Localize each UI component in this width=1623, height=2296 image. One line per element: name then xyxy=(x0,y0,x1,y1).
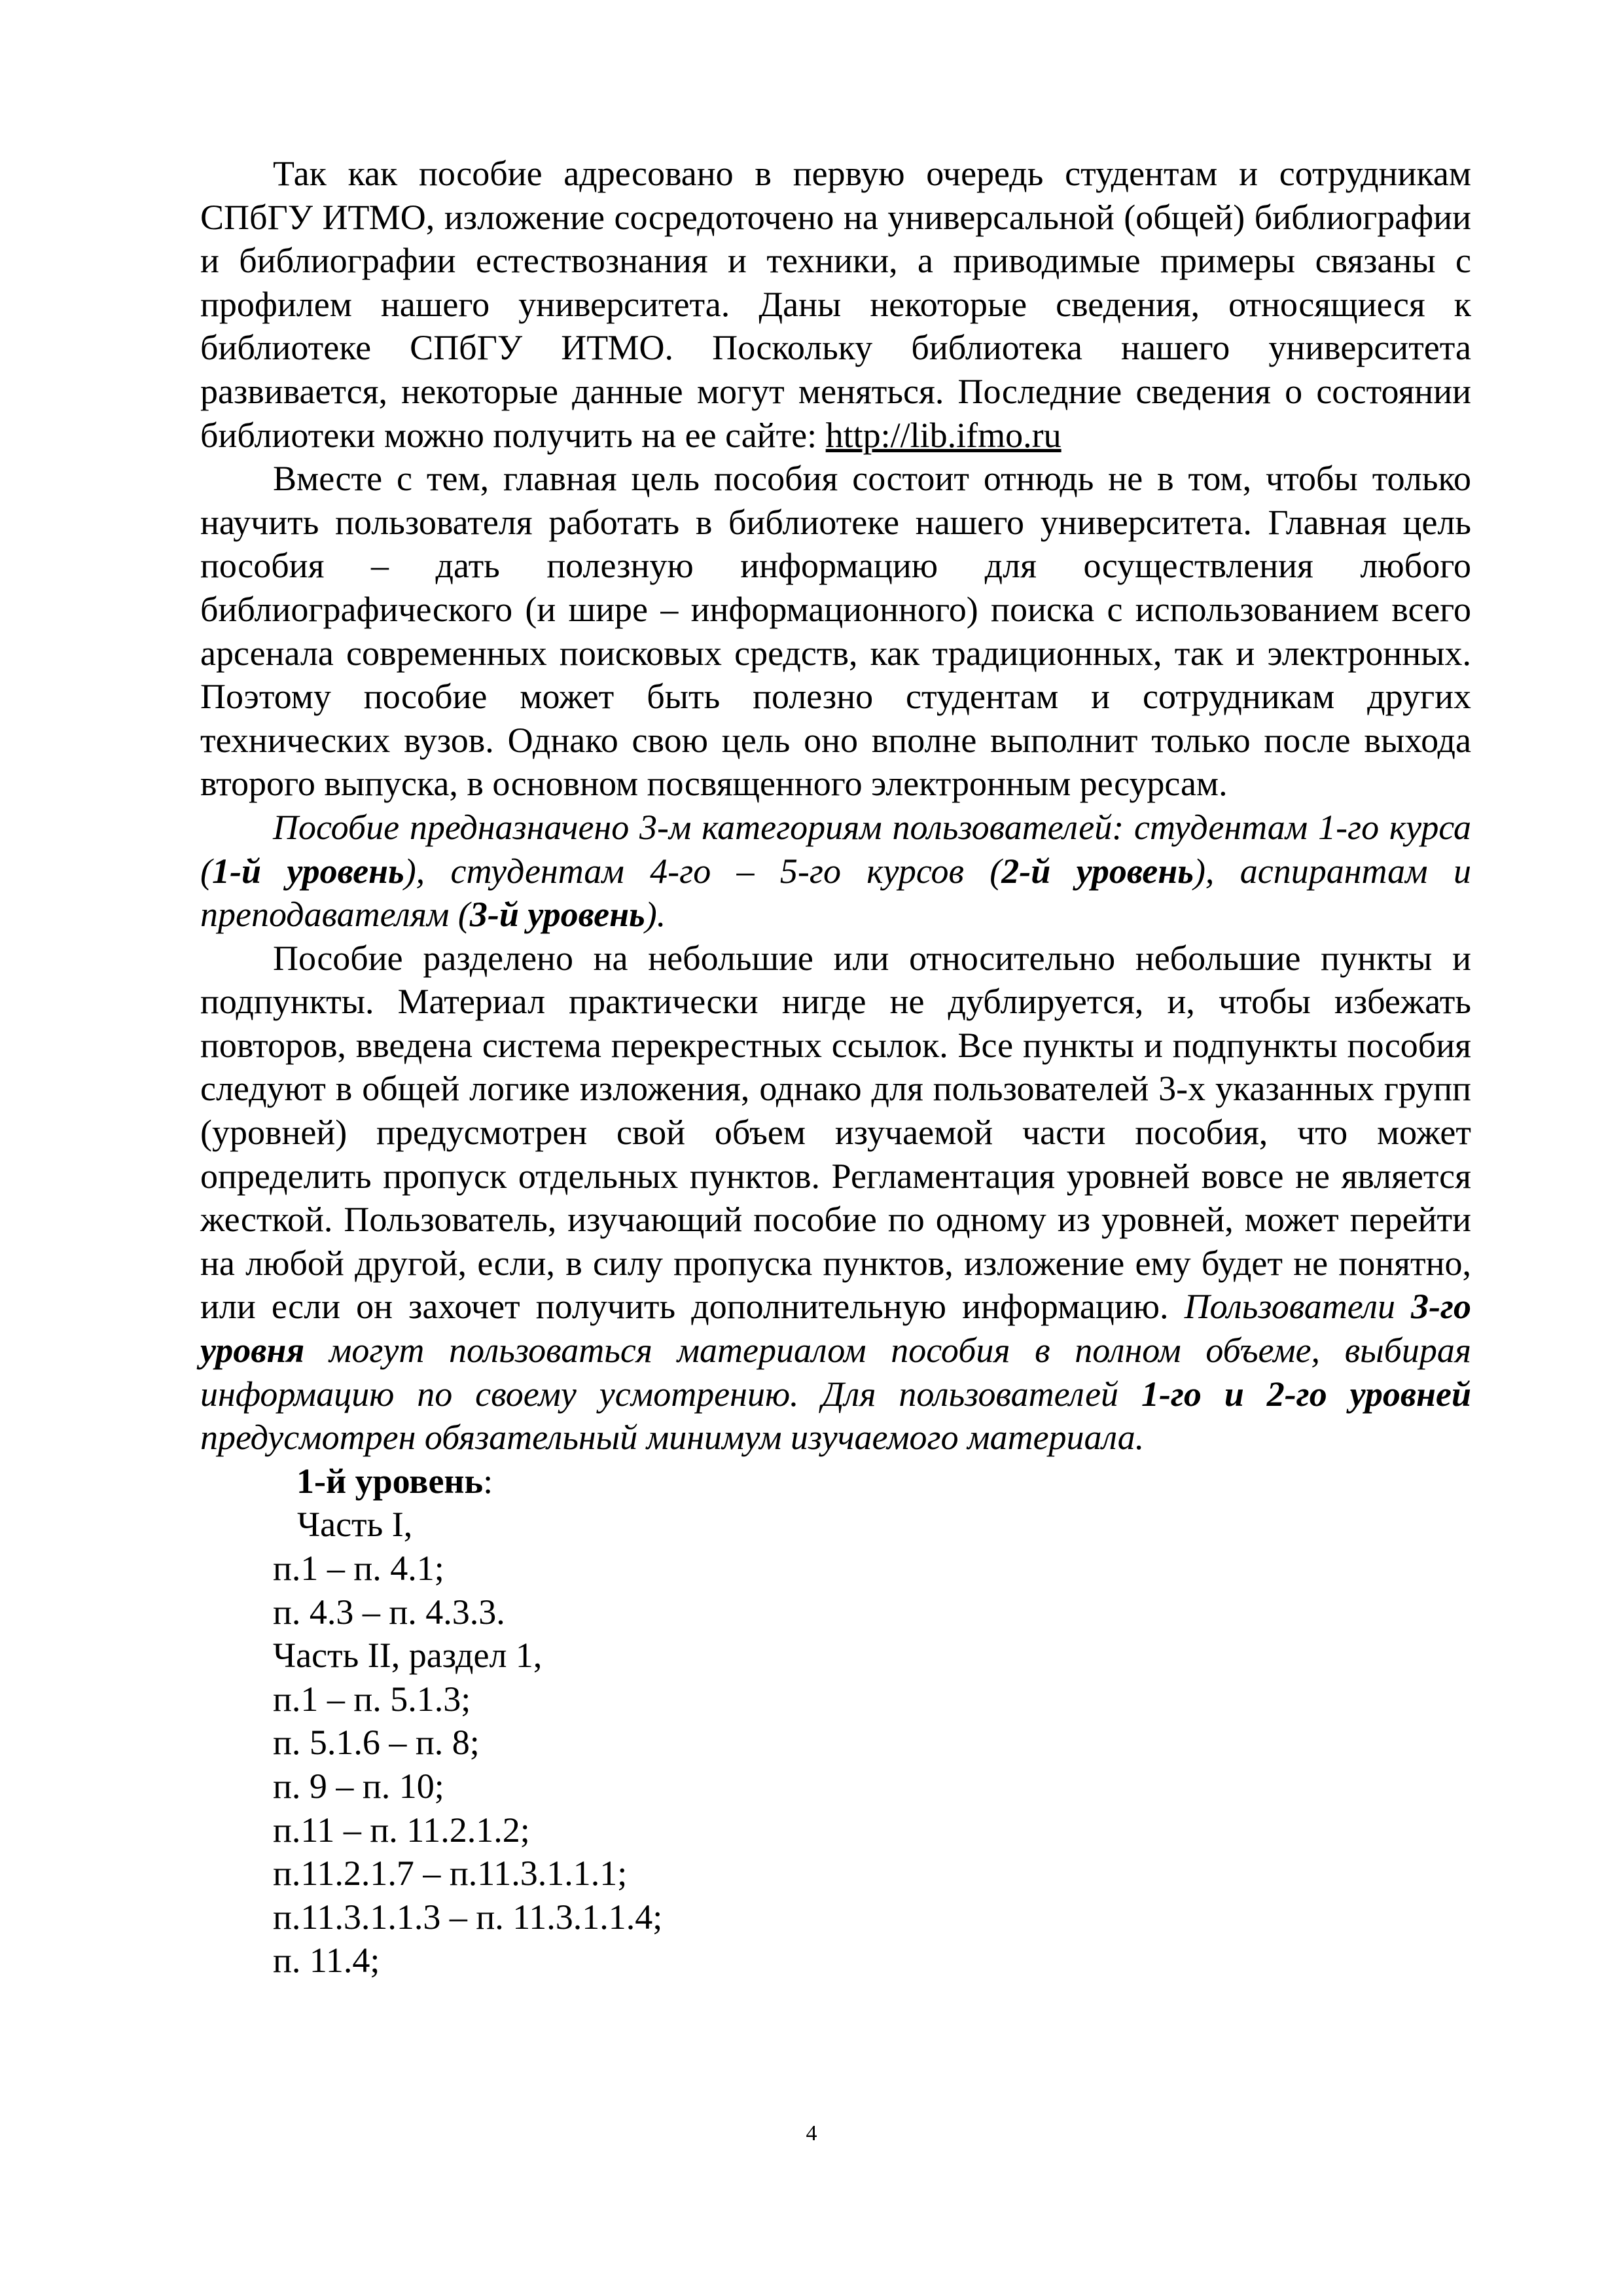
p3-text-a: Пособие предназначено 3-м категориям пользователей: студентам 1-го курса ( xyxy=(200,807,1471,891)
page-body xyxy=(200,152,1471,1982)
p4-level-1-2: 1-го и 2-го уровней xyxy=(1141,1374,1471,1414)
level-1-list xyxy=(200,1503,1471,1982)
list-item: п. 11.4; xyxy=(273,1941,380,1981)
list-item: п.11.2.1.7 – п.11.3.1.1.1; xyxy=(273,1854,628,1893)
p3-text-g: ). xyxy=(645,895,666,935)
paragraph-4 xyxy=(200,937,1471,1460)
p3-level-2: 2-й уровень xyxy=(1001,851,1194,891)
list-item: Часть I, xyxy=(297,1505,413,1545)
paragraph-1 xyxy=(200,152,1471,457)
level-1-heading xyxy=(200,1460,1471,1503)
level-1-heading-colon: : xyxy=(483,1461,493,1501)
p3-text-e: ), аспирантам и преподавателям ( xyxy=(200,851,1471,935)
list-item: Часть II, раздел 1, xyxy=(273,1636,543,1676)
p4-text-d: могут пользоваться материалом пособия в полном объеме, выбирая информацию по своему усмотрению. Для пользователей xyxy=(200,1331,1471,1414)
p4-text-b: Пользователи xyxy=(1184,1287,1412,1327)
library-site-link[interactable]: http://lib.ifmo.ru xyxy=(825,415,1061,455)
list-item: п. 9 – п. 10; xyxy=(273,1766,444,1806)
list-item: п.11 – п. 11.2.1.2; xyxy=(273,1810,530,1850)
p4-text-a: Пособие разделено на небольшие или относительно небольшие пункты и подпункты. Материал практически нигде не дублируется, и, чтобы избежать повторов, введена система перекрестных ссылок. Все пункты и подпункты пособия следуют в общей логике изложения, однако для пользователей 3-х указанных групп (уровней) предусмотрен свой объем изучаемой части пособия, что может определить пропуск отдельных пунктов. Регламентация уровней вовсе не является жесткой. Пользователь, изучающий пособие по одному из уровней, может перейти на любой другой, если, в силу пропуска пунктов, изложение ему будет не понятно, или если он захочет получить дополнительную информацию. xyxy=(200,938,1471,1327)
list-item: п.1 – п. 5.1.3; xyxy=(273,1679,471,1719)
list-item: п.1 – п. 4.1; xyxy=(273,1549,444,1588)
paragraph-1-text: Так как пособие адресовано в первую очередь студентам и сотрудникам СПбГУ ИТМО, изложение сосредоточено на универсальной (общей) библиографии и библиографии естествознания и техники, а приводимые примеры связаны с профилем нашего университета. Даны некоторые сведения, относящиеся к библиотеке СПбГУ ИТМО. Поскольку библиотека нашего университета развивается, некоторые данные могут меняться. Последние сведения о состоянии библиотеки можно получить на ее сайте: xyxy=(200,154,1471,455)
paragraph-2: Вместе с тем, главная цель пособия состоит отнюдь не в том, чтобы только научить пользователя работать в библиотеке нашего университета. Главная цель пособия – дать полезную информацию для осуществления любого библиографического (и шире – информационного) поиска с использованием всего арсенала современных поисковых средств, как традиционных, так и электронных. Поэтому пособие может быть полезно студентам и сотрудникам других технических вузов. Однако свою цель оно вполне выполнит только после выхода второго выпуска, в основном посвященного электронным ресурсам. xyxy=(200,459,1471,804)
level-1-heading-text: 1-й уровень xyxy=(296,1461,484,1501)
page-number: 4 xyxy=(806,2121,817,2145)
p3-text-c: ), студентам 4-го – 5-го курсов ( xyxy=(404,851,1002,891)
p3-level-1: 1-й уровень xyxy=(211,851,404,891)
paragraph-3 xyxy=(200,806,1471,937)
list-item: п. 4.3 – п. 4.3.3. xyxy=(273,1592,505,1632)
p4-level-3: 3-го уровня xyxy=(200,1287,1471,1371)
p3-level-3: 3-й уровень xyxy=(469,895,645,935)
list-item: п.11.3.1.1.3 – п. 11.3.1.1.4; xyxy=(273,1897,663,1937)
list-item: п. 5.1.6 – п. 8; xyxy=(273,1723,480,1763)
p4-text-f: предусмотрен обязательный минимум изучаемого материала. xyxy=(200,1418,1145,1458)
